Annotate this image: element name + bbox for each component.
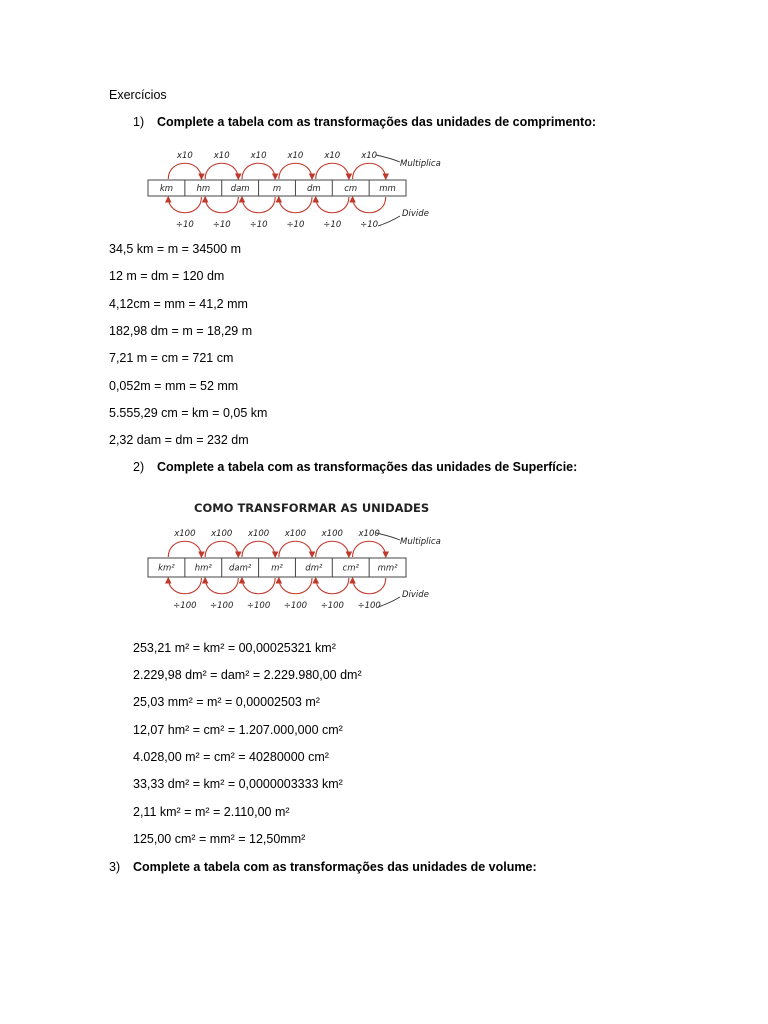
- area-diagram-multiply-note: Multiplica: [400, 537, 441, 547]
- length-diagram-unit-1: km: [159, 184, 174, 194]
- area-diagram-divide-label: ÷100: [246, 601, 271, 611]
- length-answer-4: 182,98 dm = m = 18,29 m: [109, 324, 253, 338]
- area-diagram-divide-label: ÷100: [173, 601, 197, 611]
- length-diagram-divide-arrow: [205, 197, 238, 213]
- length-diagram-multiply-label: x10: [176, 151, 193, 161]
- area-diagram-unit-2: hm²: [194, 563, 212, 574]
- length-diagram-multiply-label: x10: [287, 151, 304, 161]
- length-answer-3: 4,12cm = mm = 41,2 mm: [109, 297, 248, 311]
- area-answer-6: 33,33 dm² = km² = 0,0000003333 km²: [133, 777, 343, 791]
- area-diagram-divide-label: ÷100: [210, 601, 234, 611]
- area-diagram-multiply-label: x100: [247, 529, 270, 539]
- question-2: [133, 459, 577, 475]
- question-2-text: Complete a tabela com as transformações das unidades de Superfície:: [157, 460, 578, 474]
- question-3-text: Complete a tabela com as transformações das unidades de volume:: [133, 860, 537, 874]
- length-diagram-multiply-arrow: [279, 163, 312, 179]
- question-2-number: 2): [133, 460, 145, 474]
- length-diagram-multiply-label: x10: [361, 151, 378, 161]
- area-diagram-divide-arrow: [353, 578, 386, 594]
- length-diagram-multiply-label: x10: [324, 151, 341, 161]
- length-units-diagram: [140, 146, 450, 230]
- area-diagram-multiply-label: x100: [321, 529, 343, 539]
- area-diagram-unit-5: dm²: [305, 563, 323, 574]
- area-units-diagram-svg: [140, 498, 450, 616]
- area-diagram-divide-arrow: [168, 578, 201, 594]
- length-diagram-divide-label: ÷10: [212, 220, 231, 230]
- length-diagram-multiply-arrow: [353, 163, 386, 179]
- length-answer-7: 5.555,29 cm = km = 0,05 km: [109, 406, 268, 420]
- area-diagram-divide-label: ÷100: [357, 601, 381, 611]
- length-diagram-multiply-note: Multiplica: [400, 159, 441, 169]
- length-answer-6: 0,052m = mm = 52 mm: [109, 379, 239, 393]
- length-diagram-divide-arrow: [242, 197, 275, 213]
- length-diagram-unit-6: cm: [344, 184, 358, 194]
- area-answer-5: 4.028,00 m² = cm² = 40280000 cm²: [133, 750, 329, 764]
- area-answer-7: 2,11 km² = m² = 2.110,00 m²: [133, 805, 290, 819]
- area-answer-3: 25,03 mm² = m² = 0,00002503 m²: [133, 695, 320, 709]
- length-diagram-multiply-arrow: [316, 163, 349, 179]
- area-units-diagram: [140, 498, 450, 616]
- question-1-text: Complete a tabela com as transformações das unidades de comprimento:: [157, 115, 597, 129]
- area-diagram-multiply-label: x100: [358, 529, 380, 539]
- area-diagram-multiply-arrow: [353, 541, 386, 557]
- length-diagram-multiply-arrow: [205, 163, 238, 179]
- area-diagram-unit-4: m²: [271, 563, 283, 574]
- length-diagram-divide-arrow: [316, 197, 349, 213]
- area-answer-2: 2.229,98 dm² = dam² = 2.229.980,00 dm²: [133, 668, 362, 682]
- length-diagram-divide-label: ÷10: [286, 220, 305, 230]
- length-diagram-multiply-arrow: [168, 163, 201, 179]
- length-diagram-multiply-arrow: [242, 163, 275, 179]
- length-diagram-divide-label: ÷10: [175, 220, 194, 230]
- area-diagram-multiply-arrow: [205, 541, 238, 557]
- area-diagram-divide-label: ÷100: [283, 601, 308, 611]
- question-1-number: 1): [133, 115, 145, 129]
- area-answer-8: 125,00 cm² = mm² = 12,50mm²: [133, 832, 306, 846]
- area-diagram-multiply-arrow: [242, 541, 275, 557]
- area-diagram-unit-3: dam²: [228, 563, 252, 574]
- question-3-number: 3): [109, 860, 121, 874]
- area-diagram-multiply-arrow: [316, 541, 349, 557]
- area-diagram-multiply-arrow: [168, 541, 201, 557]
- length-diagram-divide-note: Divide: [402, 209, 429, 219]
- length-diagram-unit-3: dam: [230, 184, 250, 194]
- length-diagram-divide-arrow: [168, 197, 201, 213]
- area-diagram-unit-6: cm²: [342, 563, 359, 574]
- length-answer-1: 34,5 km = m = 34500 m: [109, 242, 242, 256]
- area-diagram-divide-note: Divide: [402, 590, 429, 600]
- area-diagram-unit-1: km²: [158, 563, 175, 574]
- length-diagram-multiply-pointer: [376, 155, 400, 162]
- area-diagram-divide-arrow: [316, 578, 349, 594]
- length-diagram-unit-2: hm: [196, 184, 211, 194]
- area-diagram-multiply-label: x100: [284, 529, 307, 539]
- area-answer-1: 253,21 m² = km² = 00,00025321 km²: [133, 641, 336, 655]
- length-answer-2: 12 m = dm = 120 dm: [109, 269, 225, 283]
- length-diagram-divide-label: ÷10: [360, 220, 379, 230]
- area-diagram-title: COMO TRANSFORMAR AS UNIDADES: [194, 501, 430, 515]
- area-answer-4: 12,07 hm² = cm² = 1.207.000,000 cm²: [133, 723, 343, 737]
- question-3: [109, 859, 537, 875]
- area-diagram-divide-arrow: [242, 578, 275, 594]
- area-diagram-divide-arrow: [279, 578, 312, 594]
- length-diagram-divide-label: ÷10: [323, 220, 342, 230]
- length-diagram-divide-pointer: [378, 216, 400, 226]
- length-diagram-unit-4: m: [272, 184, 282, 194]
- length-diagram-multiply-label: x10: [213, 151, 230, 161]
- length-diagram-unit-7: mm: [379, 184, 396, 194]
- area-diagram-divide-arrow: [205, 578, 238, 594]
- area-diagram-divide-pointer: [378, 597, 400, 607]
- length-diagram-multiply-label: x10: [250, 151, 267, 161]
- area-diagram-multiply-arrow: [279, 541, 312, 557]
- area-diagram-unit-7: mm²: [377, 563, 398, 574]
- length-diagram-divide-arrow: [279, 197, 312, 213]
- length-diagram-divide-label: ÷10: [249, 220, 268, 230]
- area-diagram-divide-label: ÷100: [320, 601, 344, 611]
- area-diagram-multiply-label: x100: [174, 529, 196, 539]
- length-units-diagram-svg: [140, 146, 450, 230]
- question-1: [133, 114, 596, 130]
- length-diagram-unit-5: dm: [307, 184, 321, 194]
- length-answer-5: 7,21 m = cm = 721 cm: [109, 351, 234, 365]
- length-diagram-divide-arrow: [353, 197, 386, 213]
- area-diagram-multiply-label: x100: [211, 529, 233, 539]
- length-answer-8: 2,32 dam = dm = 232 dm: [109, 433, 249, 447]
- page-heading: Exercícios: [109, 88, 167, 102]
